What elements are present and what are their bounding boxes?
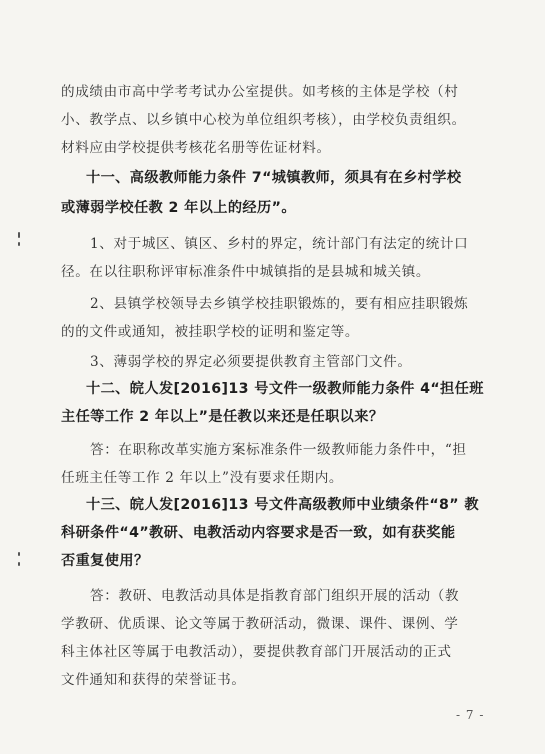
text-line: 1、对于城区、镇区、乡村的界定，统计部门有法定的统计口 <box>90 236 469 252</box>
section-heading: 十一、高级教师能力条件 7“城镇教师，须具有在乡村学校 <box>86 170 462 186</box>
text-line: 的的文件或通知，被挂职学校的证明和鉴定等。 <box>61 324 360 340</box>
binding-hole-mark <box>18 552 20 556</box>
section-heading: 主任等工作 2 年以上”是任教以来还是任职以来？ <box>61 409 384 425</box>
text-line: 的成绩由市高中学考考试办公室提供。如考核的主体是学校（村 <box>61 84 459 100</box>
binding-hole-mark <box>18 562 20 566</box>
section-heading: 否重复使用？ <box>61 553 149 569</box>
text-line: 3、薄弱学校的界定必须要提供教育主管部门文件。 <box>90 354 412 370</box>
text-line: 2、县镇学校领导去乡镇学校挂职锻炼的，要有相应挂职锻炼 <box>90 296 469 312</box>
text-line: 答：在职称改革实施方案标准条件一级教师能力条件中，“担 <box>90 442 467 458</box>
section-heading: 十三、皖人发[2016]13 号文件高级教师中业绩条件“8” 教 <box>86 497 479 513</box>
text-line: 材料应由学校提供考核花名册等佐证材料。 <box>61 140 331 156</box>
binding-hole-mark <box>18 232 20 238</box>
text-line: 文件通知和获得的荣誉证书。 <box>61 672 246 688</box>
section-heading: 或薄弱学校任教 2 年以上的经历”。 <box>61 200 296 216</box>
text-line: 答：教研、电教活动具体是指教育部门组织开展的活动（教 <box>90 588 460 604</box>
text-line: 小、教学点、以乡镇中心校为单位组织考核），由学校负责组织。 <box>61 112 466 128</box>
page-number: - 7 - <box>456 708 485 722</box>
section-heading: 科研条件“4”教研、电教活动内容要求是否一致，如有获奖能 <box>61 525 456 541</box>
section-heading: 十二、皖人发[2016]13 号文件一级教师能力条件 4“担任班 <box>86 381 484 397</box>
text-line: 学教研、优质课、论文等属于教研活动，微课、课件、课例、学 <box>61 616 459 632</box>
text-line: 科主体社区等属于电教活动），要提供教育部门开展活动的正式 <box>61 644 452 660</box>
binding-hole-mark <box>18 242 20 246</box>
text-line: 径。在以往职称评审标准条件中城镇指的是县城和城关镇。 <box>61 264 431 280</box>
text-line: 任班主任等工作 2 年以上”没有要求任期内。 <box>61 470 344 486</box>
